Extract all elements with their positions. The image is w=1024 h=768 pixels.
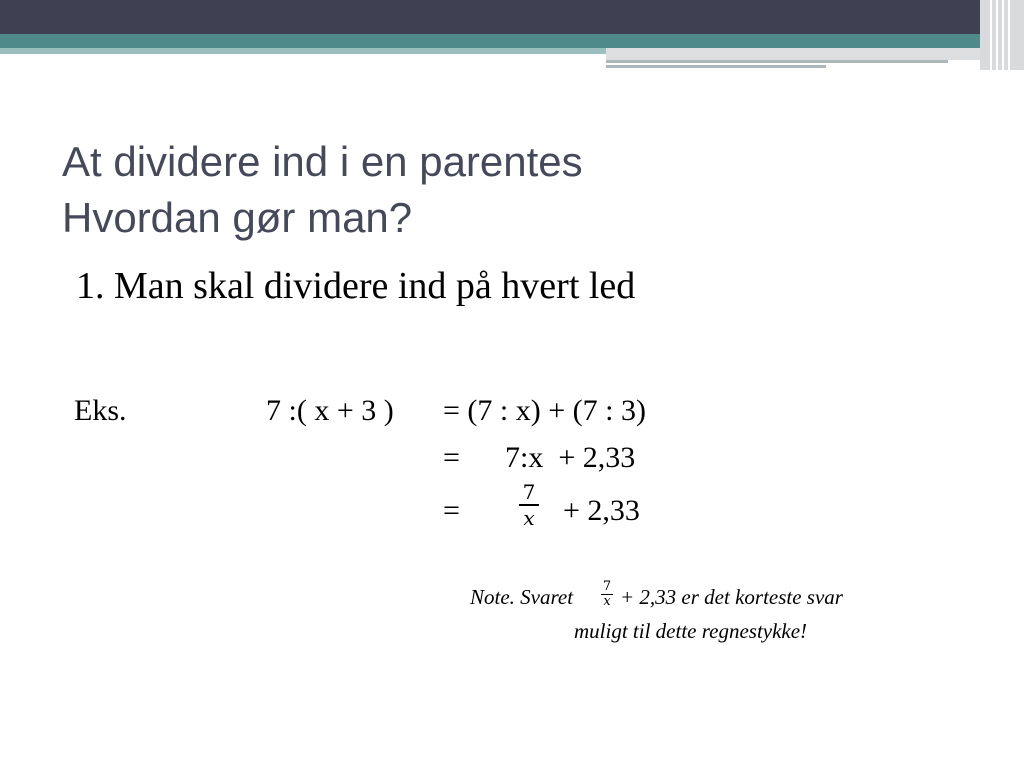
note-fraction-numerator: 7 (602, 579, 612, 594)
header-band-teal (0, 34, 1024, 48)
example-line3-rhs: + 2,33 (563, 494, 640, 527)
fraction-denominator: x (523, 506, 535, 530)
example-line1: = (7 : x) + (7 : 3) (443, 394, 646, 427)
header-band-dark (0, 0, 1024, 34)
note-suffix: + 2,33 er det korteste svar (620, 585, 843, 609)
slide-subtitle: 1. Man skal dividere ind på hvert led (76, 265, 636, 307)
header-band-block (606, 48, 1024, 60)
header-corner-stripes (980, 0, 1024, 70)
example-expression: 7 :( x + 3 ) (266, 394, 394, 427)
fraction-numerator: 7 (522, 480, 536, 504)
example-line2-equals: = (443, 441, 460, 474)
note-prefix: Note. Svaret (470, 585, 574, 609)
header-line (606, 60, 948, 63)
slide-title-line2: Hvordan gør man? (62, 194, 413, 241)
example-fraction (519, 480, 539, 530)
header-line (606, 65, 826, 68)
slide-title (62, 134, 962, 246)
example-line3-equals: = (443, 494, 460, 527)
example-label: Eks. (74, 394, 127, 427)
note-line2: muligt til dette regnestykke! (574, 619, 808, 643)
header-band-teal-light (0, 48, 606, 54)
note-fraction-denominator: x (603, 594, 611, 609)
example-line2-rhs: 7:x + 2,33 (505, 441, 636, 474)
note-fraction (601, 580, 613, 609)
slide-title-line1: At dividere ind i en parentes (62, 138, 583, 185)
